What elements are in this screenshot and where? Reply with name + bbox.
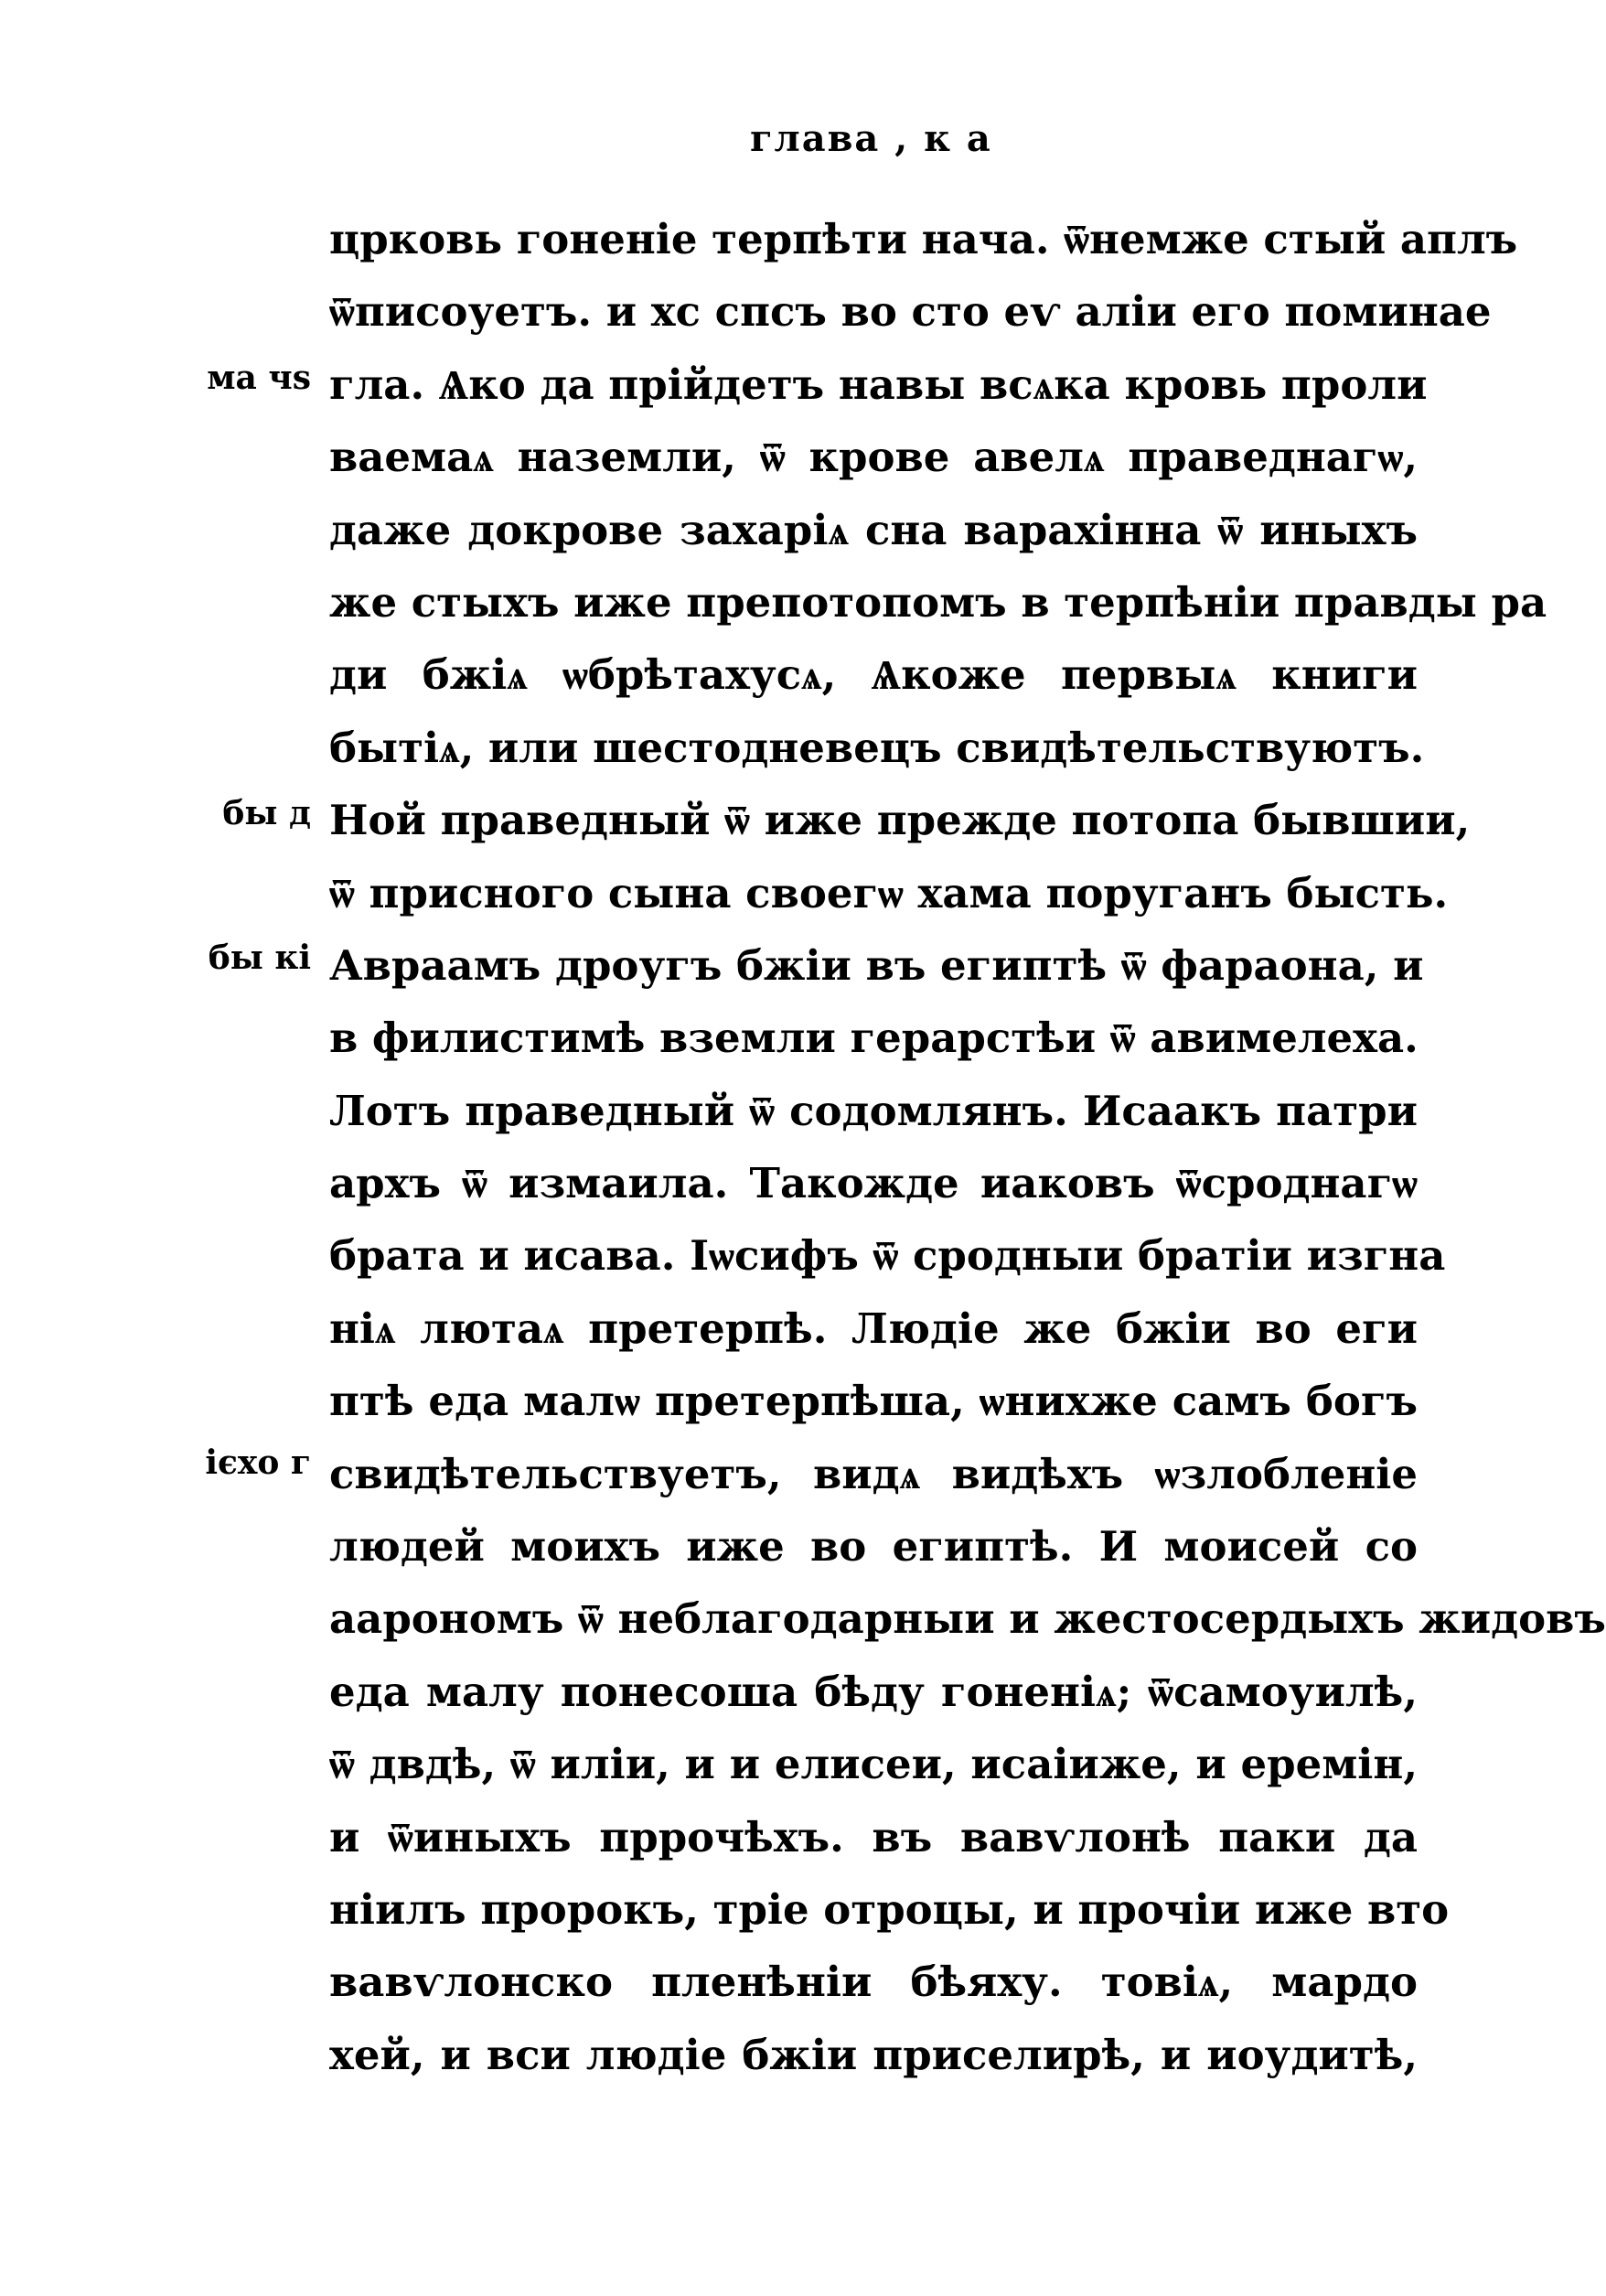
text-line: хей, и вси людіе бжіи приселирѣ, и иоудитѣ, [329,2030,1418,2079]
margin-note: бы д [222,794,311,832]
body-text [329,203,1606,2091]
text-line: Лотъ праведный ѿ содомлянъ. Исаакъ патри [329,1086,1418,1135]
running-head: глава , к а [750,117,992,160]
text-line: ди бжіѧ ѡбрѣтахусѧ, Ѧкоже первыѧ книги [329,650,1418,700]
margin-note: ма чѕ [207,359,311,397]
text-line: людей моихъ иже во египтѣ. И моисей со [329,1522,1418,1572]
text-line: вавѵлонско пленѣніи бѣяху. товіѧ, мардо [329,1958,1418,2007]
text-line: ѿписоуетъ. и хс спсъ во сто еѵ аліи его поминае [329,287,1492,337]
text-line: ѿ двдѣ, ѿ иліи, и и елисеи, исаіиже, и еремін, [329,1740,1418,1789]
text-line: ніѧ лютаѧ претерпѣ. Людіе же бжіи во еги [329,1304,1418,1353]
text-line: птѣ еда малѡ претерпѣша, ѡнихже самъ богъ [329,1377,1418,1426]
text-line: даже докрове захаріѧ сна варахінна ѿ иныхъ [329,505,1418,554]
text-line: и ѿиныхъ пррочѣхъ. въ вавѵлонѣ паки да [329,1812,1418,1861]
margin-notes [165,0,311,2296]
text-line: еда малу понесоша бѣду гоненіѧ; ѿсамоуилѣ, [329,1667,1418,1716]
text-line: архъ ѿ измаила. Такожде иаковъ ѿсроднагѡ [329,1159,1418,1208]
text-line: ніилъ пророкъ, тріе отроцы, и прочіи иже вто [329,1884,1450,1934]
text-line: Ной праведный ѿ иже прежде потопа бывшии, [329,796,1471,845]
margin-note: бы кі [208,939,311,977]
text-line: же стыхъ иже препотопомъ в терпѣніи правды ра [329,577,1547,627]
text-line: ѿ присного сына своегѡ хама поруганъ бысть. [329,868,1449,917]
text-line: ваемаѧ наземли, ѿ крове авелѧ праведнагѡ, [329,433,1418,482]
text-line: бытіѧ, или шестодневецъ свидѣтельствуютъ. [329,723,1425,772]
text-line: свидѣтельствуетъ, видѧ видѣхъ ѡзлобленіе [329,1449,1418,1498]
text-line: аарономъ ѿ неблагодарныи и жестосердыхъ жидовъ [329,1594,1606,1644]
text-line: гла. Ѧко да прійдетъ навы всѧка кровь проли [329,359,1428,409]
text-line: Авраамъ дроугъ бжіи въ египтѣ ѿ фараона, и [329,940,1424,990]
text-line: в филистимѣ вземли герарстѣи ѿ авимелеха. [329,1014,1419,1063]
margin-note: ієхо г [205,1443,311,1482]
text-line: црковь гоненіе терпѣти нача. ѿнемже стый аплъ [329,215,1518,263]
text-line: брата и исава. Іѡсифъ ѿ сродныи братіи изгна [329,1231,1446,1281]
